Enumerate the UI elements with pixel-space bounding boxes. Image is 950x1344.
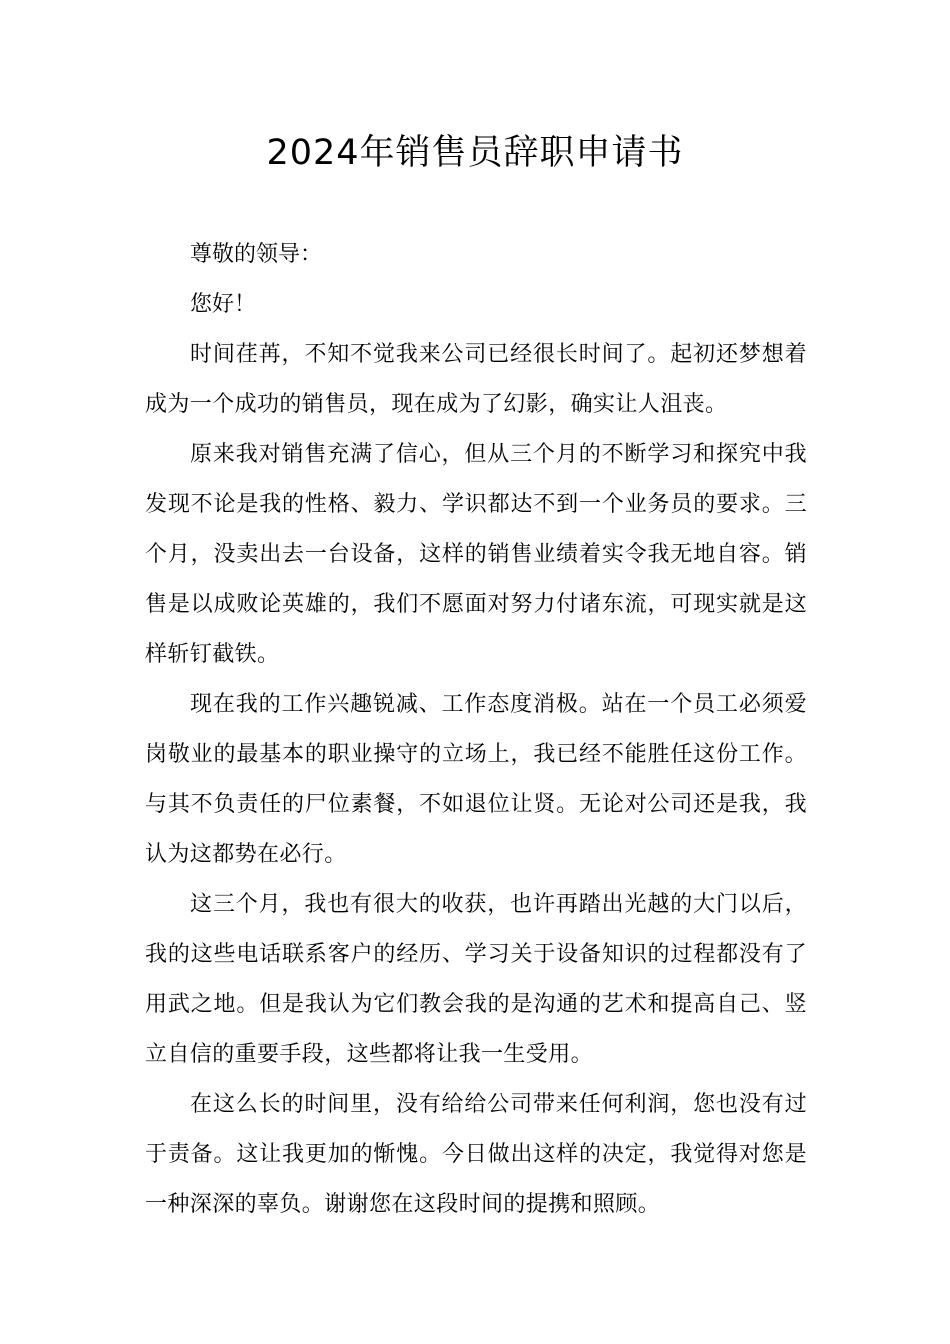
document-title: 2024年销售员辞职申请书 <box>266 133 684 173</box>
paragraph-4: 这三个月，我也有很大的收获，也许再踏出光越的大门以后，我的这些电话联系客户的经历、学习关于设备知识的过程都没有了用武之地。但是我认为它们教会我的是沟通的艺术和提高自己、竖立自信的重要手段，这些都将让我一生受用。 <box>145 892 807 1067</box>
document-body <box>145 230 807 1230</box>
paragraph-3: 现在我的工作兴趣锐减、工作态度消极。站在一个员工必须爱岗敬业的最基本的职业操守的立场上，我已经不能胜任这份工作。与其不负责任的尸位素餐，不如退位让贤。无论对公司还是我，我认为这都势在必行。 <box>145 692 807 867</box>
paragraph-5: 在这么长的时间里，没有给给公司带来任何利润，您也没有过于责备。这让我更加的惭愧。今日做出这样的决定，我觉得对您是一种深深的辜负。谢谢您在这段时间的提携和照顾。 <box>145 1092 807 1217</box>
greeting: 您好！ <box>190 292 257 317</box>
salutation: 尊敬的领导： <box>190 242 323 267</box>
paragraph-1: 时间荏苒，不知不觉我来公司已经很长时间了。起初还梦想着成为一个成功的销售员，现在成为了幻影，确实让人沮丧。 <box>145 342 807 417</box>
paragraph-2: 原来我对销售充满了信心，但从三个月的不断学习和探究中我发现不论是我的性格、毅力、学识都达不到一个业务员的要求。三个月，没卖出去一台设备，这样的销售业绩着实令我无地自容。销售是以成败论英雄的，我们不愿面对努力付诸东流，可现实就是这样斩钉截铁。 <box>145 442 807 667</box>
